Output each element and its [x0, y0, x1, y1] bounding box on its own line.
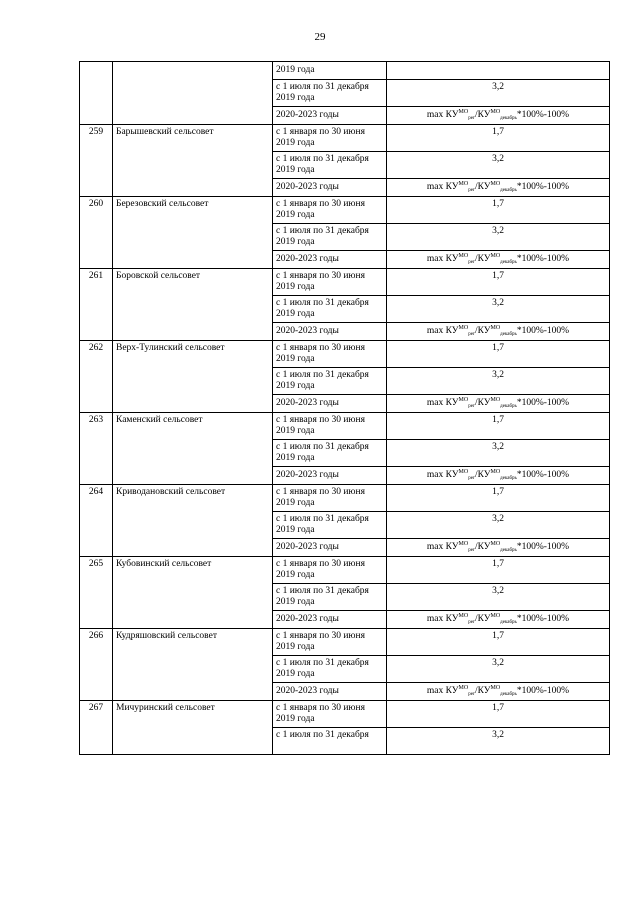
value-cell: 3,2	[387, 224, 610, 251]
period-cell: 2020-2023 годы	[273, 683, 387, 701]
entry-number: 262	[80, 341, 113, 413]
formula-tail: *100%-100%	[516, 326, 570, 336]
value-cell: 1,7	[387, 269, 610, 296]
municipality-name: Мичуринский сельсовет	[113, 701, 273, 755]
formula-lead: max КУ	[426, 542, 459, 552]
formula-tail: *100%-100%	[516, 254, 570, 264]
municipality-name: Березовский сельсовет	[113, 197, 273, 269]
formula-sub-reg: рег	[468, 404, 475, 409]
period-cell: 2020-2023 годы	[273, 395, 387, 413]
value-cell	[387, 683, 610, 701]
municipality-name: Кубовинский сельсовет	[113, 557, 273, 629]
formula-sub-december: декабрь	[500, 260, 517, 265]
entry-number: 265	[80, 557, 113, 629]
value-cell	[387, 179, 610, 197]
formula-sub-december: декабрь	[500, 404, 517, 409]
formula-sub-december: декабрь	[500, 692, 517, 697]
formula-sup-mo: МО	[490, 541, 501, 547]
formula-sup-mo: МО	[458, 181, 469, 187]
value-cell: 1,7	[387, 413, 610, 440]
value-cell: 3,2	[387, 152, 610, 179]
formula-sub-reg: рег	[468, 692, 475, 697]
formula-sub-reg: рег	[468, 620, 475, 625]
formula-lead: max КУ	[426, 614, 459, 624]
period-cell: с 1 июля по 31 декабря 2019 года	[273, 152, 387, 179]
period-cell: с 1 января по 30 июня 2019 года	[273, 629, 387, 656]
period-cell: с 1 июля по 31 декабря 2019 года	[273, 584, 387, 611]
value-cell: 3,2	[387, 80, 610, 107]
period-cell: с 1 июля по 31 декабря 2019 года	[273, 512, 387, 539]
formula-sup-mo: МО	[458, 685, 469, 691]
value-cell: 1,7	[387, 197, 610, 224]
value-cell: 3,2	[387, 584, 610, 611]
period-cell: с 1 января по 30 июня 2019 года	[273, 413, 387, 440]
formula-tail: *100%-100%	[516, 542, 570, 552]
formula-divider: /КУ	[474, 110, 491, 120]
table-row	[80, 701, 610, 728]
table-row	[80, 557, 610, 584]
formula-sup-mo: МО	[458, 613, 469, 619]
table-row	[80, 62, 610, 80]
table-row	[80, 485, 610, 512]
value-cell	[387, 62, 610, 80]
formula-sub-december: декабрь	[500, 332, 517, 337]
formula-tail: *100%-100%	[516, 110, 570, 120]
formula-sub-december: декабрь	[500, 188, 517, 193]
value-cell	[387, 107, 610, 125]
formula-lead: max КУ	[426, 470, 459, 480]
value-cell: 3,2	[387, 728, 610, 755]
municipality-name: Криводановский сельсовет	[113, 485, 273, 557]
formula-sup-mo: МО	[458, 253, 469, 259]
value-cell	[387, 395, 610, 413]
value-cell	[387, 467, 610, 485]
formula-sup-mo: МО	[490, 397, 501, 403]
formula-sup-mo: МО	[490, 469, 501, 475]
formula-sub-reg: рег	[468, 332, 475, 337]
entry-number: 261	[80, 269, 113, 341]
formula-sub-december: декабрь	[500, 620, 517, 625]
entry-number: 263	[80, 413, 113, 485]
period-cell: с 1 июля по 31 декабря 2019 года	[273, 440, 387, 467]
period-cell: 2020-2023 годы	[273, 179, 387, 197]
formula-sup-mo: МО	[458, 469, 469, 475]
value-cell: 1,7	[387, 341, 610, 368]
municipality-name: Боровской сельсовет	[113, 269, 273, 341]
formula-lead: max КУ	[426, 110, 459, 120]
value-cell	[387, 539, 610, 557]
value-cell: 1,7	[387, 125, 610, 152]
formula-sub-december: декабрь	[500, 116, 517, 121]
value-cell: 1,7	[387, 557, 610, 584]
formula-sub-december: декабрь	[500, 476, 517, 481]
table-row	[80, 341, 610, 368]
tariff-table	[79, 61, 610, 755]
formula-sub-reg: рег	[468, 260, 475, 265]
municipality-name: Кудряшовский сельсовет	[113, 629, 273, 701]
period-cell: с 1 января по 30 июня 2019 года	[273, 269, 387, 296]
formula-sup-mo: МО	[490, 253, 501, 259]
formula-lead: max КУ	[426, 686, 459, 696]
formula-sup-mo: МО	[490, 181, 501, 187]
formula-divider: /КУ	[474, 470, 491, 480]
formula-lead: max КУ	[426, 254, 459, 264]
growth-formula	[427, 686, 569, 696]
formula-lead: max КУ	[426, 182, 459, 192]
value-cell	[387, 323, 610, 341]
table-row	[80, 197, 610, 224]
period-cell: 2020-2023 годы	[273, 251, 387, 269]
period-cell: с 1 января по 30 июня 2019 года	[273, 485, 387, 512]
entry-number: 259	[80, 125, 113, 197]
table-row	[80, 125, 610, 152]
formula-sup-mo: МО	[490, 109, 501, 115]
period-cell: 2020-2023 годы	[273, 467, 387, 485]
formula-sup-mo: МО	[458, 397, 469, 403]
value-cell	[387, 611, 610, 629]
period-cell: с 1 июля по 31 декабря 2019 года	[273, 368, 387, 395]
growth-formula	[427, 614, 569, 624]
formula-divider: /КУ	[474, 326, 491, 336]
formula-sup-mo: МО	[490, 685, 501, 691]
formula-sup-mo: МО	[458, 109, 469, 115]
formula-divider: /КУ	[474, 254, 491, 264]
entry-number: 267	[80, 701, 113, 755]
formula-tail: *100%-100%	[516, 182, 570, 192]
period-cell: с 1 января по 30 июня 2019 года	[273, 701, 387, 728]
value-cell: 3,2	[387, 440, 610, 467]
value-cell: 3,2	[387, 296, 610, 323]
period-cell: 2020-2023 годы	[273, 611, 387, 629]
period-cell: 2020-2023 годы	[273, 323, 387, 341]
period-cell: с 1 июля по 31 декабря 2019 года	[273, 224, 387, 251]
formula-sup-mo: МО	[458, 325, 469, 331]
period-cell: с 1 января по 30 июня 2019 года	[273, 125, 387, 152]
formula-sub-reg: рег	[468, 188, 475, 193]
period-cell: с 1 января по 30 июня 2019 года	[273, 197, 387, 224]
value-cell: 3,2	[387, 512, 610, 539]
growth-formula	[427, 254, 569, 264]
municipality-name: Барышевский сельсовет	[113, 125, 273, 197]
growth-formula	[427, 182, 569, 192]
formula-divider: /КУ	[474, 542, 491, 552]
period-cell: с 1 января по 30 июня 2019 года	[273, 557, 387, 584]
formula-divider: /КУ	[474, 398, 491, 408]
formula-lead: max КУ	[426, 398, 459, 408]
period-cell: с 1 июля по 31 декабря 2019 года	[273, 296, 387, 323]
growth-formula	[427, 470, 569, 480]
formula-sup-mo: МО	[490, 325, 501, 331]
formula-tail: *100%-100%	[516, 686, 570, 696]
value-cell	[387, 251, 610, 269]
period-cell: 2020-2023 годы	[273, 107, 387, 125]
formula-tail: *100%-100%	[516, 398, 570, 408]
formula-sub-reg: рег	[468, 116, 475, 121]
formula-tail: *100%-100%	[516, 470, 570, 480]
value-cell: 1,7	[387, 701, 610, 728]
period-cell: с 1 июля по 31 декабря 2019 года	[273, 656, 387, 683]
formula-divider: /КУ	[474, 686, 491, 696]
growth-formula	[427, 326, 569, 336]
entry-number: 264	[80, 485, 113, 557]
entry-number: 266	[80, 629, 113, 701]
municipality-name: Верх-Тулинский сельсовет	[113, 341, 273, 413]
growth-formula	[427, 110, 569, 120]
page-number: 29	[314, 31, 326, 43]
formula-divider: /КУ	[474, 182, 491, 192]
period-cell: 2020-2023 годы	[273, 539, 387, 557]
table-row	[80, 629, 610, 656]
value-cell: 1,7	[387, 485, 610, 512]
period-cell: с 1 июля по 31 декабря	[273, 728, 387, 755]
growth-formula	[427, 398, 569, 408]
formula-sub-reg: рег	[468, 476, 475, 481]
period-cell: 2019 года	[273, 62, 387, 80]
table-row	[80, 413, 610, 440]
formula-sub-reg: рег	[468, 548, 475, 553]
formula-sup-mo: МО	[458, 541, 469, 547]
formula-sup-mo: МО	[490, 613, 501, 619]
formula-lead: max КУ	[426, 326, 459, 336]
period-cell: с 1 января по 30 июня 2019 года	[273, 341, 387, 368]
value-cell: 1,7	[387, 629, 610, 656]
municipality-name: Каменский сельсовет	[113, 413, 273, 485]
period-cell: с 1 июля по 31 декабря 2019 года	[273, 80, 387, 107]
formula-sub-december: декабрь	[500, 548, 517, 553]
entry-number: 260	[80, 197, 113, 269]
formula-tail: *100%-100%	[516, 614, 570, 624]
entry-number	[80, 62, 113, 125]
value-cell: 3,2	[387, 656, 610, 683]
growth-formula	[427, 542, 569, 552]
tariff-table-body	[80, 62, 610, 755]
municipality-name	[113, 62, 273, 125]
formula-divider: /КУ	[474, 614, 491, 624]
table-row	[80, 269, 610, 296]
value-cell: 3,2	[387, 368, 610, 395]
